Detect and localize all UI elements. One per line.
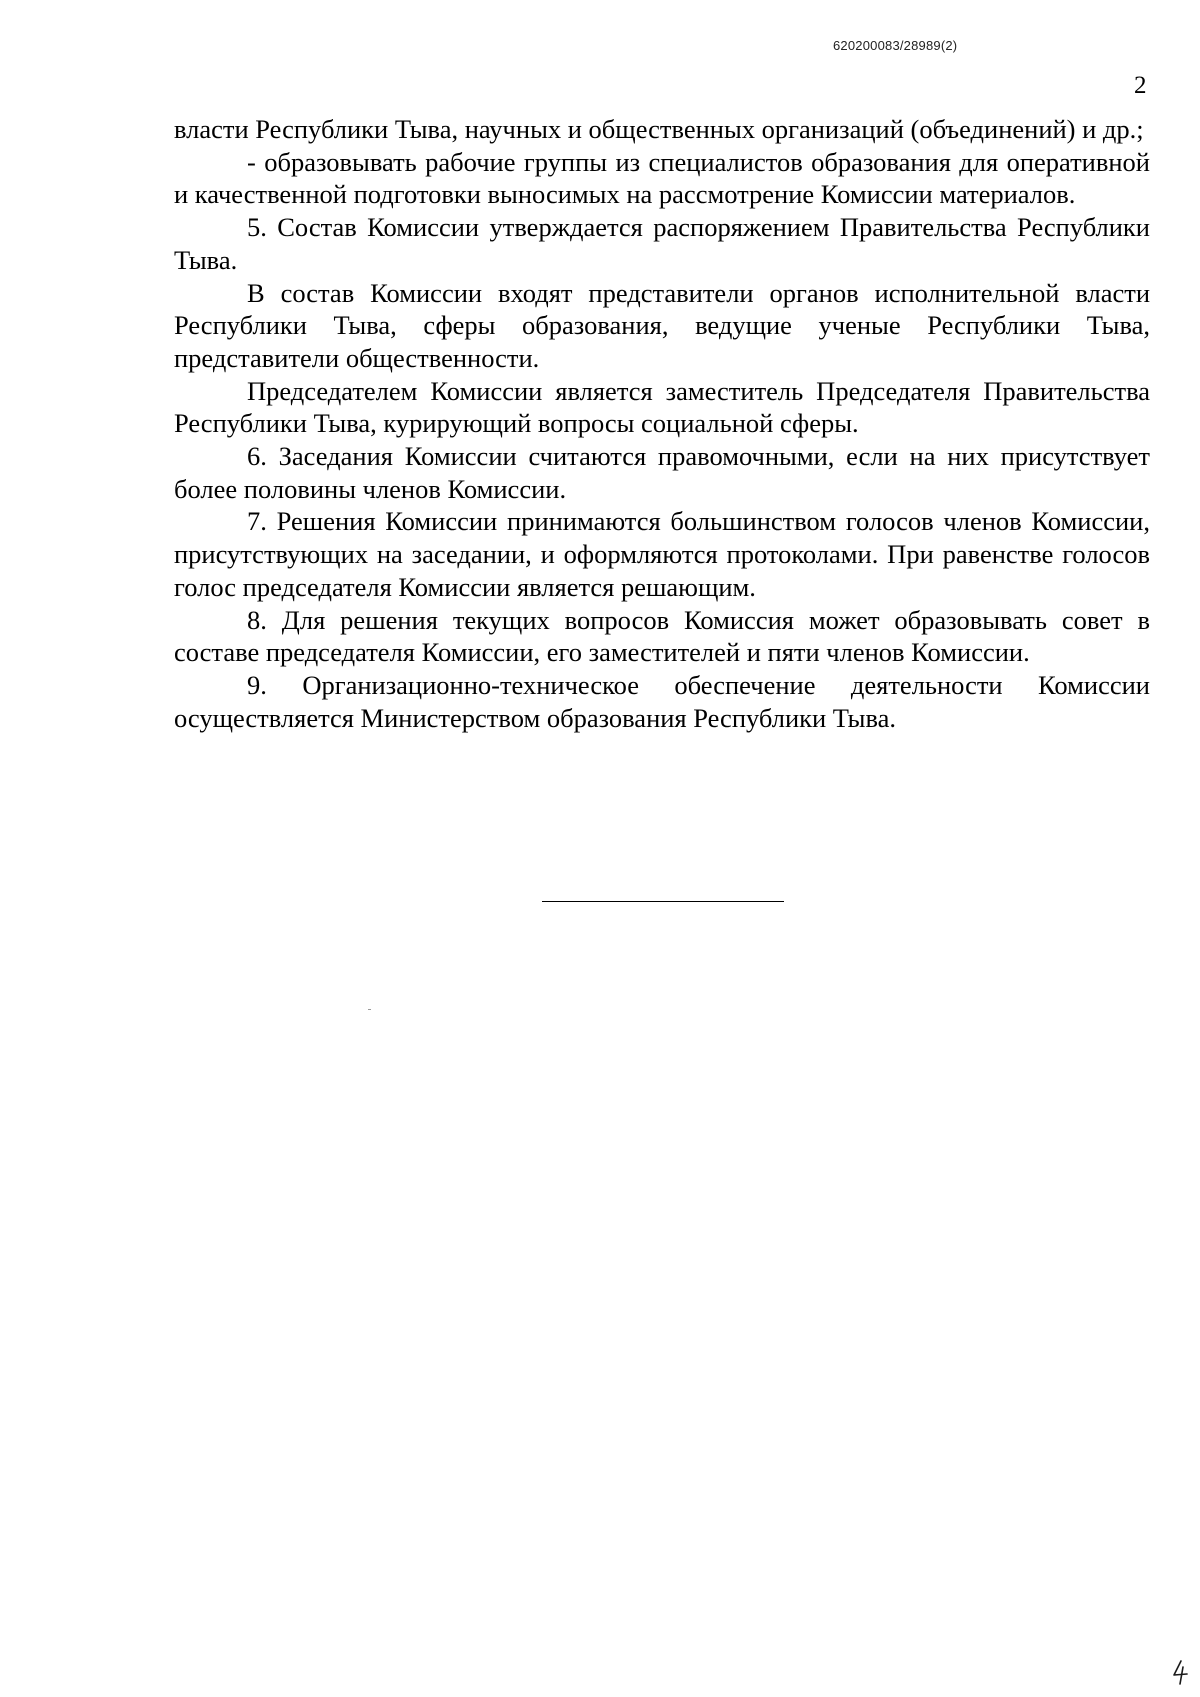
paragraph-item-5: 5. Состав Комиссии утверждается распоряжением Правительства Республики Тыва. (174, 212, 1150, 275)
paragraph-item-7: 7. Решения Комиссии принимаются большинством голосов членов Комиссии, присутствующих на заседании, и оформляются протоколами. При равенстве голосов голос председателя Комиссии является решающим. (174, 506, 1150, 602)
scan-artifact (368, 1009, 371, 1010)
paragraph-chairman: Председателем Комиссии является заместитель Председателя Правительства Республики Тыва, курирующий вопросы социальной сферы. (174, 375, 1150, 439)
document-body (174, 113, 1150, 734)
page-number: 2 (1134, 72, 1147, 99)
paragraph-working-groups: - образовывать рабочие группы из специалистов образования для оперативной и качественной подготовки выносимых на рассмотрение Комиссии материалов. (174, 146, 1150, 210)
end-separator-line (542, 901, 784, 902)
paragraph-item-9: 9. Организационно-техническое обеспечение деятельности Комиссии осуществляется Министерством образования Республики Тыва. (174, 669, 1150, 733)
paragraph-continued: власти Республики Тыва, научных и общественных организаций (объединений) и др.; (174, 114, 1144, 144)
paragraph-item-6: 6. Заседания Комиссии считаются правомочными, если на них присутствует более половины членов Комиссии. (174, 441, 1150, 504)
handwritten-mark (1170, 1658, 1190, 1686)
paragraph-item-8: 8. Для решения текущих вопросов Комиссия может образовывать совет в составе председателя Комиссии, его заместителей и пяти членов Комиссии. (174, 604, 1150, 668)
paragraph-composition: В состав Комиссии входят представители органов исполнительной власти Республики Тыва, сферы образования, ведущие ученые Республики Тыва, представители общественности. (174, 277, 1150, 373)
document-id: 620200083/28989(2) (833, 38, 958, 53)
